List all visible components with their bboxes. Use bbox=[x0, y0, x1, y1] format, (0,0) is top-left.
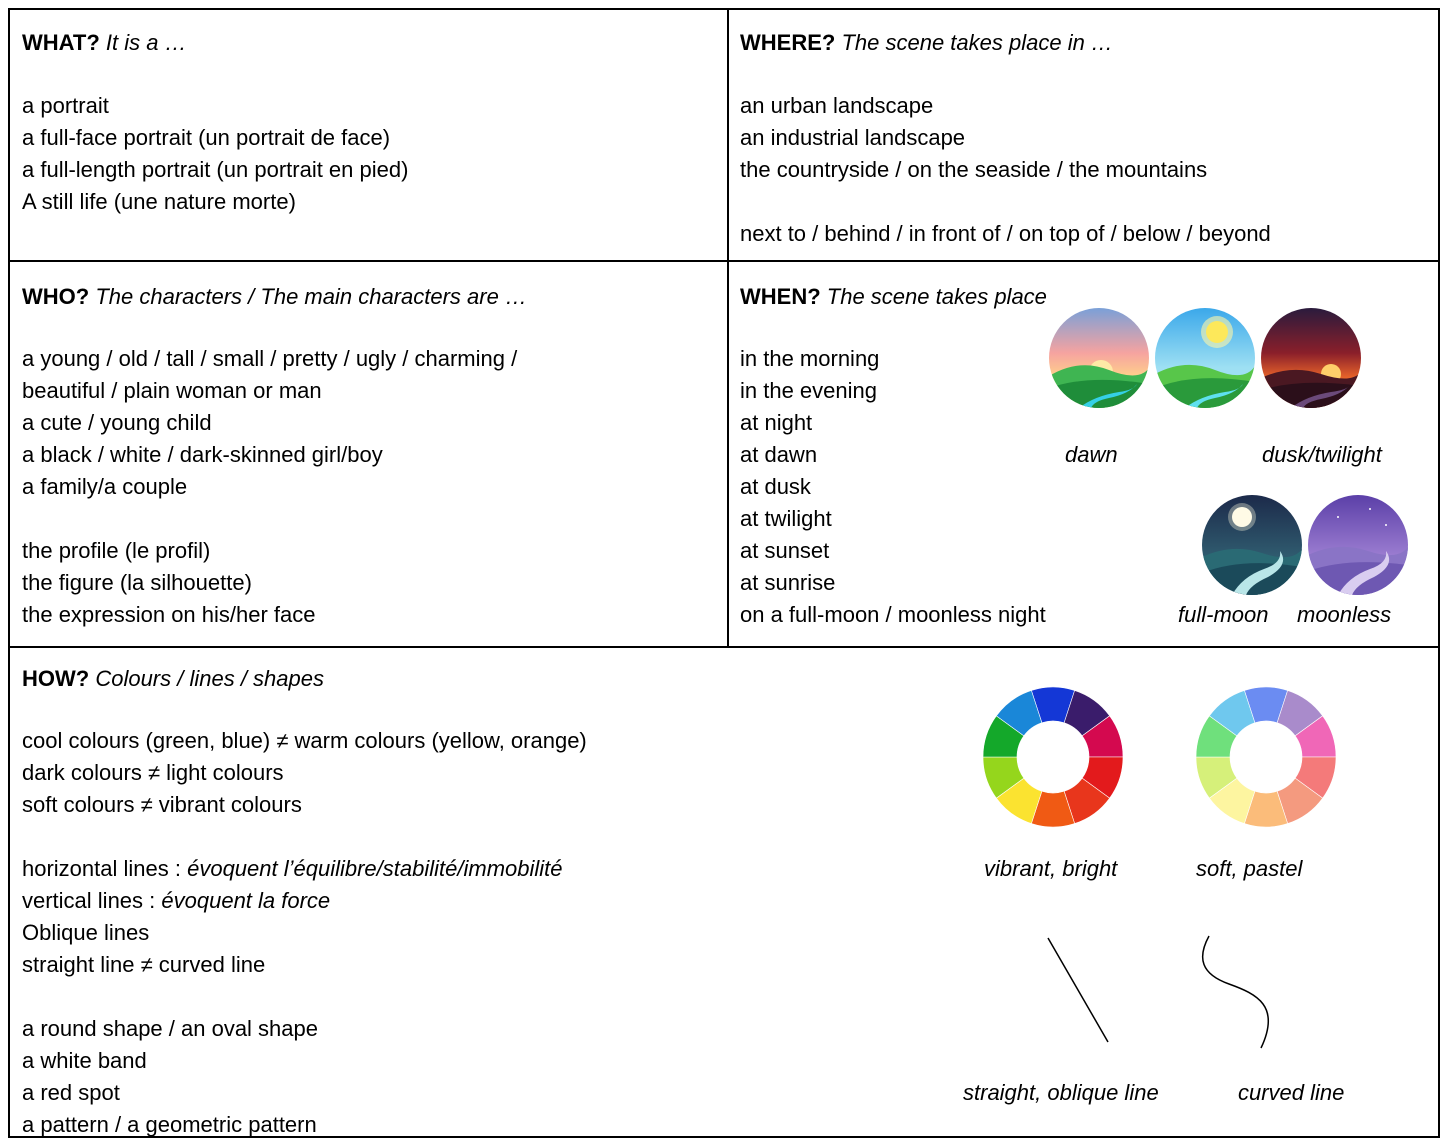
shape-item: a white band bbox=[22, 1048, 147, 1073]
when-item: at night bbox=[740, 410, 813, 435]
full-moon-caption: full-moon bbox=[1178, 602, 1269, 627]
moonless-icon bbox=[1308, 495, 1408, 595]
table-border-row2 bbox=[8, 646, 1440, 648]
dawn-icon bbox=[1049, 308, 1149, 408]
when-item: at dawn bbox=[740, 442, 818, 467]
line-item: Oblique lines bbox=[22, 920, 150, 945]
table-border-right bbox=[1438, 8, 1440, 1138]
what-item: A still life (une nature morte) bbox=[22, 189, 296, 214]
who-item: a cute / young child bbox=[22, 410, 212, 435]
who-item: a young / old / tall / small / pretty / ugly / charming / bbox=[22, 346, 518, 371]
where-item: an industrial landscape bbox=[740, 125, 966, 150]
where-prepositions: next to / behind / in front of / on top of / below / beyond bbox=[740, 221, 1271, 246]
how-heading: HOW? Colours / lines / shapes bbox=[22, 666, 324, 691]
curved-line-caption: curved line bbox=[1238, 1080, 1345, 1105]
table-border-row1 bbox=[8, 260, 1440, 262]
where-heading: WHERE? The scene takes place in … bbox=[740, 30, 1113, 55]
shape-item: a red spot bbox=[22, 1080, 120, 1105]
vibrant-colour-wheel-icon bbox=[982, 686, 1124, 828]
straight-oblique-line-icon bbox=[1040, 930, 1120, 1050]
where-item: an urban landscape bbox=[740, 93, 934, 118]
when-item: at sunset bbox=[740, 538, 830, 563]
when-heading: WHEN? The scene takes place bbox=[740, 284, 1047, 309]
when-item: at twilight bbox=[740, 506, 832, 531]
shape-item: a pattern / a geometric pattern bbox=[22, 1112, 317, 1137]
dusk-icon bbox=[1261, 308, 1361, 408]
when-item: on a full-moon / moonless night bbox=[740, 602, 1046, 627]
dawn-caption: dawn bbox=[1065, 442, 1118, 467]
full-moon-icon bbox=[1202, 495, 1302, 595]
when-item: at dusk bbox=[740, 474, 811, 499]
who-item: beautiful / plain woman or man bbox=[22, 378, 322, 403]
table-border-middle bbox=[727, 8, 729, 648]
day-icon bbox=[1155, 308, 1255, 408]
who-heading: WHO? The characters / The main characters are … bbox=[22, 284, 527, 309]
who-item: a black / white / dark-skinned girl/boy bbox=[22, 442, 383, 467]
table-border-left bbox=[8, 8, 10, 1138]
colour-item: cool colours (green, blue) ≠ warm colours (yellow, orange) bbox=[22, 728, 587, 753]
what-item: a full-length portrait (un portrait en pied) bbox=[22, 157, 409, 182]
curved-line-icon bbox=[1195, 930, 1285, 1060]
when-item: in the evening bbox=[740, 378, 877, 403]
colour-item: dark colours ≠ light colours bbox=[22, 760, 284, 785]
straight-line-caption: straight, oblique line bbox=[963, 1080, 1159, 1105]
pastel-colour-wheel-icon bbox=[1195, 686, 1337, 828]
colour-item: soft colours ≠ vibrant colours bbox=[22, 792, 302, 817]
line-item: vertical lines : évoquent la force bbox=[22, 888, 331, 913]
what-item: a full-face portrait (un portrait de face) bbox=[22, 125, 391, 150]
what-heading: WHAT? It is a … bbox=[22, 30, 187, 55]
vibrant-caption: vibrant, bright bbox=[984, 856, 1118, 881]
who-item: a family/a couple bbox=[22, 474, 188, 499]
moonless-caption: moonless bbox=[1297, 602, 1392, 627]
what-item: a portrait bbox=[22, 93, 109, 118]
when-item: in the morning bbox=[740, 346, 880, 371]
who-item: the expression on his/her face bbox=[22, 602, 316, 627]
who-item: the figure (la silhouette) bbox=[22, 570, 252, 595]
when-item: at sunrise bbox=[740, 570, 836, 595]
table-border-top bbox=[8, 8, 1440, 10]
where-item: the countryside / on the seaside / the mountains bbox=[740, 157, 1208, 182]
who-item: the profile (le profil) bbox=[22, 538, 211, 563]
soft-caption: soft, pastel bbox=[1196, 856, 1303, 881]
line-item: horizontal lines : évoquent l’équilibre/stabilité/immobilité bbox=[22, 856, 563, 881]
line-item: straight line ≠ curved line bbox=[22, 952, 266, 977]
shape-item: a round shape / an oval shape bbox=[22, 1016, 319, 1041]
dusk-caption: dusk/twilight bbox=[1262, 442, 1382, 467]
